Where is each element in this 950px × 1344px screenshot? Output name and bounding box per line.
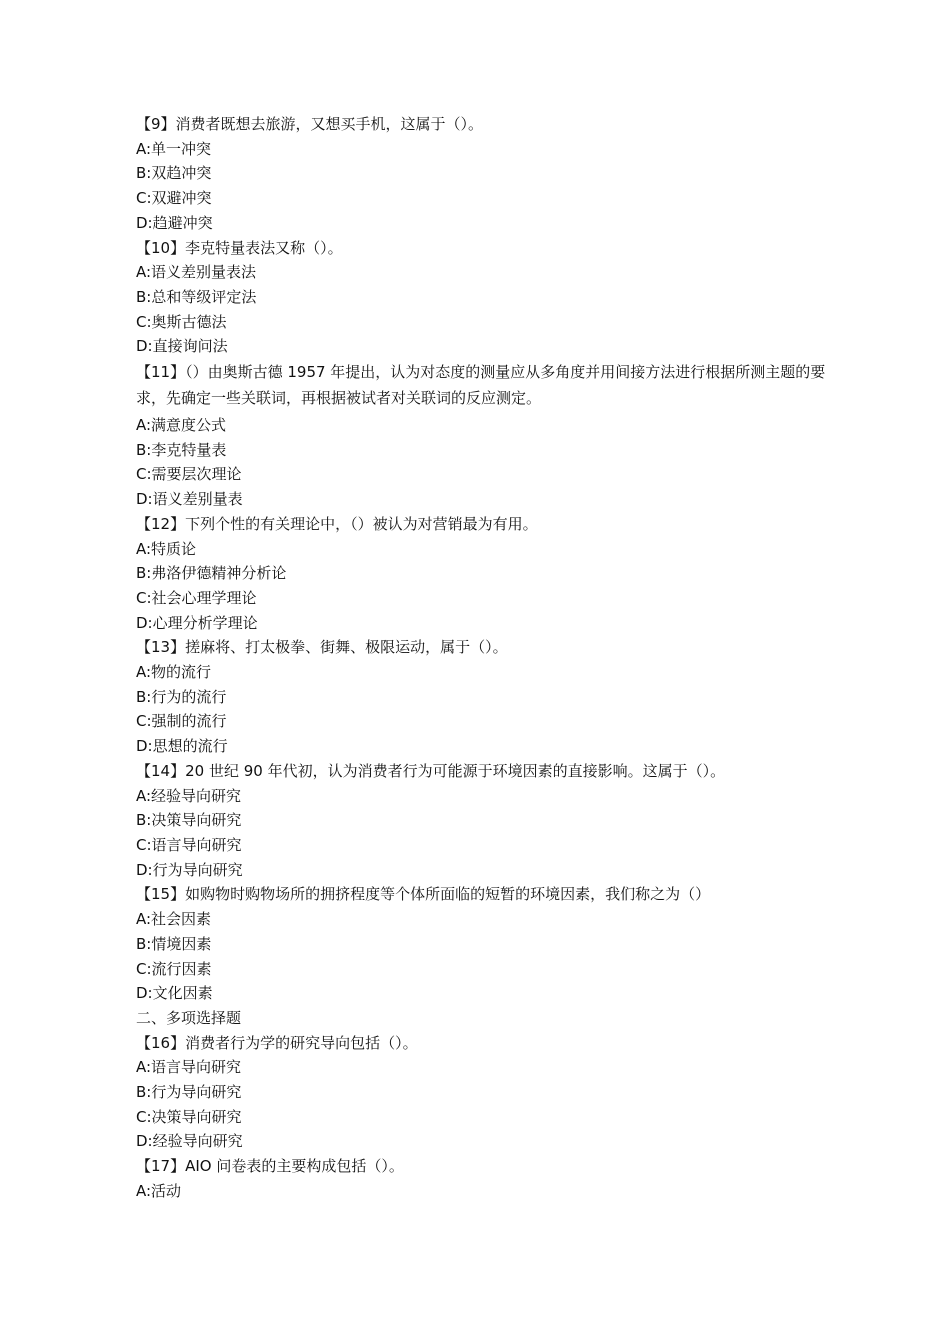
question-13-option-a: A:物的流行 bbox=[136, 663, 212, 682]
question-11-option-c: C:需要层次理论 bbox=[136, 465, 242, 484]
question-16-option-c: C:决策导向研究 bbox=[136, 1107, 242, 1126]
question-17-option-a: A:活动 bbox=[136, 1181, 182, 1200]
question-17-stem: 【17】AIO 问卷表的主要构成包括（）。 bbox=[136, 1157, 404, 1176]
question-12-option-a: A:特质论 bbox=[136, 539, 197, 558]
question-16-stem: 【16】消费者行为学的研究导向包括（）。 bbox=[136, 1033, 418, 1052]
question-14-option-c: C:语言导向研究 bbox=[136, 835, 242, 854]
question-15-stem: 【15】如购物时购物场所的拥挤程度等个体所面临的短暂的环境因素，我们称之为（） bbox=[136, 885, 711, 904]
question-9-option-b: B:双趋冲突 bbox=[136, 164, 212, 183]
question-13-option-b: B:行为的流行 bbox=[136, 687, 227, 706]
question-12-option-d: D:心理分析学理论 bbox=[136, 613, 258, 632]
question-11-option-a: A:满意度公式 bbox=[136, 416, 227, 435]
question-14-stem: 【14】20 世纪 90 年代初，认为消费者行为可能源于环境因素的直接影响。这属于（）。 bbox=[136, 761, 726, 780]
question-12-option-c: C:社会心理学理论 bbox=[136, 588, 257, 607]
question-9-option-c: C:双避冲突 bbox=[136, 189, 212, 208]
question-13-option-d: D:思想的流行 bbox=[136, 737, 228, 756]
question-16-option-b: B:行为导向研究 bbox=[136, 1083, 242, 1102]
question-11-option-d: D:语义差别量表 bbox=[136, 490, 243, 509]
question-10-option-a: A:语义差别量表法 bbox=[136, 263, 257, 282]
question-9-option-d: D:趋避冲突 bbox=[136, 213, 213, 232]
question-12-stem: 【12】下列个性的有关理论中，（）被认为对营销最为有用。 bbox=[136, 514, 538, 533]
question-14-option-a: A:经验导向研究 bbox=[136, 786, 242, 805]
question-12-option-b: B:弗洛伊德精神分析论 bbox=[136, 564, 287, 583]
question-15-option-a: A:社会因素 bbox=[136, 910, 212, 929]
question-10-stem: 【10】李克特量表法又称（）。 bbox=[136, 238, 343, 257]
question-13-option-c: C:强制的流行 bbox=[136, 712, 227, 731]
question-11-stem: 【11】（）由奥斯古德 1957 年提出，认为对态度的测量应从多角度并用间接方法进行根据所测主题的要求，先确定一些关联词，再根据被试者对关联词的反应测定。 bbox=[136, 363, 826, 408]
question-15-option-b: B:情境因素 bbox=[136, 934, 212, 953]
question-9-stem: 【9】消费者既想去旅游，又想买手机，这属于（）。 bbox=[136, 115, 484, 133]
question-10-option-d: D:直接询问法 bbox=[136, 337, 228, 356]
question-11-option-b: B:李克特量表 bbox=[136, 440, 227, 459]
question-14-option-d: D:行为导向研究 bbox=[136, 860, 243, 879]
question-13-stem: 【13】搓麻将、打太极拳、街舞、极限运动，属于（）。 bbox=[136, 638, 508, 657]
question-15-option-d: D:文化因素 bbox=[136, 984, 213, 1003]
question-14-option-b: B:决策导向研究 bbox=[136, 811, 242, 830]
question-15-option-c: C:流行因素 bbox=[136, 959, 212, 978]
question-10-option-b: B:总和等级评定法 bbox=[136, 287, 257, 306]
section-title-multiple-choice: 二、多项选择题 bbox=[136, 1008, 242, 1027]
question-16-option-a: A:语言导向研究 bbox=[136, 1058, 242, 1077]
question-10-option-c: C:奥斯古德法 bbox=[136, 312, 227, 331]
question-9-option-a: A:单一冲突 bbox=[136, 139, 212, 158]
document-page bbox=[136, 112, 826, 1204]
question-16-option-d: D:经验导向研究 bbox=[136, 1132, 243, 1151]
